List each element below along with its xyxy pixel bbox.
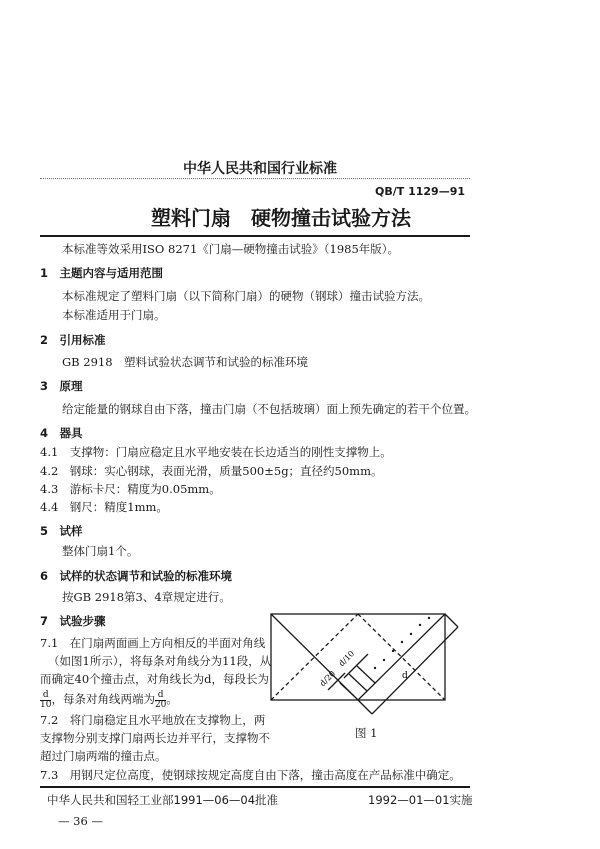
paragraph: 4.1 支撑物：门扇应稳定且水平地安装在长边适当的刚性支撑物上。 — [40, 445, 392, 459]
paragraph: 7.1 在门扇两面画上方向相反的半面对角线 — [40, 636, 266, 650]
figure-1-diagram — [250, 590, 480, 720]
paragraph: 4.4 钢尺：精度1mm。 — [40, 500, 168, 514]
paragraph: 支撑物分别支撑门扇两长边并平行，支撑物不 — [40, 731, 270, 745]
paragraph: 整体门扇1个。 — [62, 544, 139, 558]
paragraph: 4.2 钢球：实心钢球，表面光滑，质量500±5g；直径约50mm。 — [40, 464, 383, 478]
footer-rule — [40, 786, 470, 788]
section-4-heading: 4 器具 — [40, 426, 83, 440]
section-2-heading: 2 引用标准 — [40, 333, 106, 347]
paragraph: 本标准适用于门扇。 — [62, 308, 166, 322]
paragraph: 7.2 将门扇稳定且水平地放在支撑物上，两 — [40, 713, 266, 727]
paragraph: 超过门扇两端的撞击点。 — [40, 749, 167, 763]
paragraph: 而确定40个撞击点，对角线长为d，每段长为 — [40, 672, 269, 686]
fraction-num: d — [40, 691, 51, 701]
section-1-heading: 1 主题内容与适用范围 — [40, 266, 164, 280]
issuing-org: 中华人民共和国行业标准 — [183, 161, 337, 177]
intro-text: 本标准等效采用ISO 8271《门扇—硬物撞击试验》（1985年版）。 — [62, 242, 400, 256]
fraction-num: d — [155, 691, 166, 701]
paragraph: $\frac{d}{10}$ ，每条对角线两端为 $\frac{d}{20}$ 。 — [40, 689, 178, 710]
section-7-heading: 7 试验步骤 — [40, 614, 106, 628]
fraction-den: 20 — [154, 699, 167, 710]
divider — [40, 178, 470, 179]
paragraph: 7.3 用钢尺定位高度，使钢球按规定高度自由下落，撞击高度在产品标准中确定。 — [40, 768, 461, 782]
figure-caption: 图 1 — [355, 726, 378, 740]
page-number: — 36 — — [58, 814, 103, 828]
standard-code: QB/T 1129—91 — [375, 185, 466, 198]
paragraph: （如图1所示），将每条对角线分为11段，从 — [48, 654, 272, 668]
section-5-heading: 5 试样 — [40, 524, 83, 538]
label-d-10: d/10 — [337, 649, 357, 669]
fraction-den: 10 — [40, 699, 52, 710]
diagonal-solid — [358, 614, 445, 700]
section-6-heading: 6 试样的状态调节和试验的标准环境 — [40, 569, 232, 583]
document-title: 塑料门扇 硬物撞击试验方法 — [151, 206, 411, 230]
paragraph: 4.3 游标卡尺：精度为0.05mm。 — [40, 482, 221, 496]
effective-date: 1992—01—01实施 — [368, 793, 473, 807]
title-rule — [40, 235, 470, 237]
section-3-heading: 3 原理 — [40, 379, 83, 393]
label-d: d — [402, 671, 408, 681]
label-d-20: d/20 — [318, 669, 338, 689]
door-outline — [271, 614, 445, 700]
approval-text: 中华人民共和国轻工业部1991—06—04批准 — [47, 793, 279, 807]
paragraph: GB 2918 塑料试验状态调节和试验的标准环境 — [62, 355, 309, 369]
paragraph: 本标准规定了塑料门扇（以下简称门扇）的硬物（钢球）撞击试验方法。 — [62, 289, 430, 303]
paragraph: 按GB 2918第3、4章规定进行。 — [62, 590, 231, 604]
paragraph: 给定能量的钢球自由下落，撞击门扇（不包括玻璃）面上预先确定的若干个位置。 — [62, 402, 476, 416]
paragraph: ，每条对角线两端为 — [51, 692, 155, 706]
